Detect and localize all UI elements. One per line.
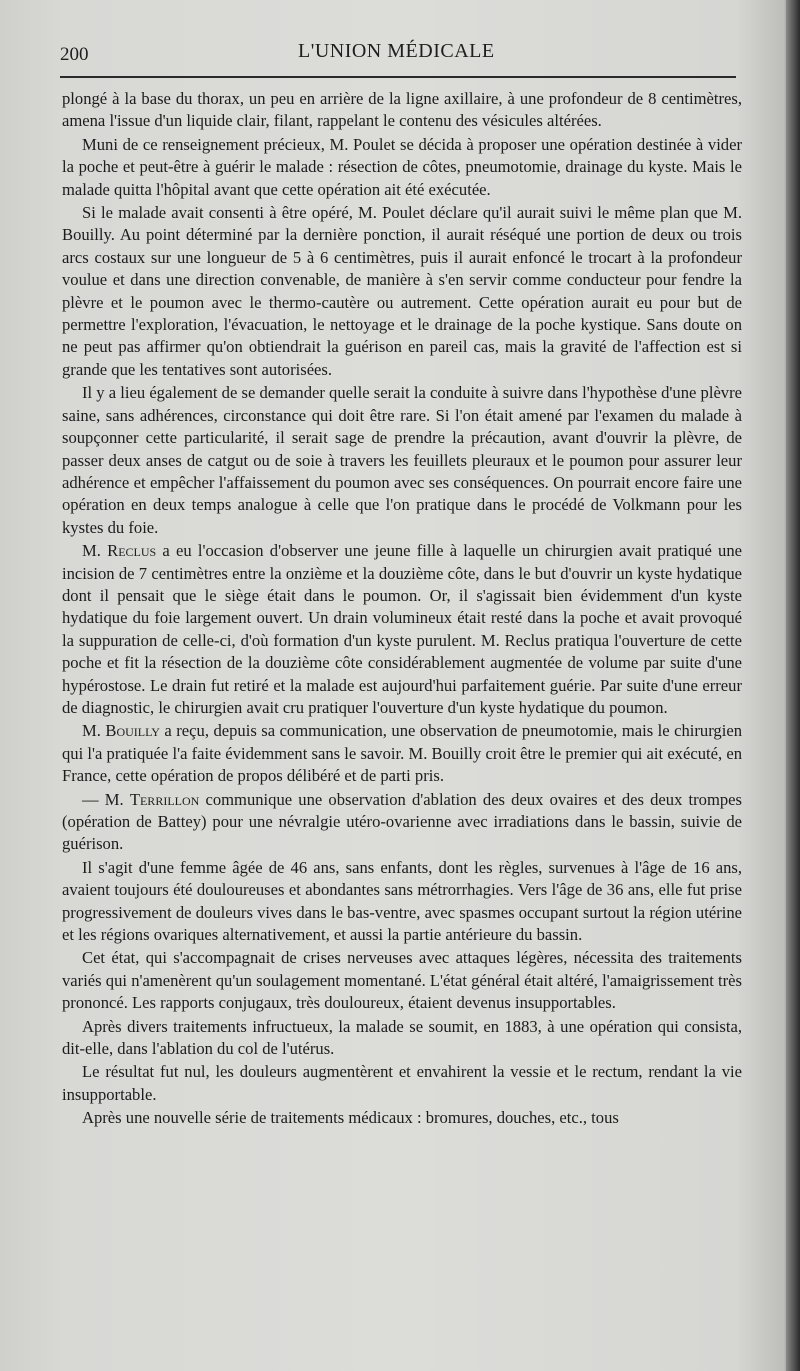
paragraph: plongé à la base du thorax, un peu en arrière de la ligne axillaire, à une profondeur de 8 centimètres, amena l'issue d'un liquide clair, filant, rappelant le contenu des vésicules altérées.	[62, 89, 742, 131]
book-binding-edge	[786, 0, 800, 1371]
speaker-name: Terrillon	[129, 789, 200, 809]
speaker-name: M. Reclus	[82, 541, 157, 561]
paragraph: Le résultat fut nul, les douleurs augmentèrent et envahirent la vessie et le rectum, rendant la vie insupportable.	[62, 1062, 742, 1104]
header-rule	[60, 76, 736, 78]
paragraph: Après une nouvelle série de traitements médicaux : bromures, douches, etc., tous	[82, 1108, 619, 1128]
paragraph: Il y a lieu également de se demander quelle serait la conduite à suivre dans l'hypothèse d'une plèvre saine, sans adhérences, circonstance qui doit être rare. Si l'on était amené par l'examen du malade à soupçonner cette particularité, il serait sage de prendre la précaution, avant d'ouvrir la plèvre, de passer deux anses de catgut ou de soie à travers les feuillets pleuraux et le poumon pour assurer leur adhérence et empêcher l'affaissement du poumon avec ses conséquences. On pourrait encore faire une opération en deux temps analogue à celle que l'on pratique dans le procédé de Volkmann pour les kystes du foie.	[62, 383, 742, 537]
paragraph: Il s'agit d'une femme âgée de 46 ans, sans enfants, dont les règles, survenues à l'âge de 16 ans, avaient toujours été douloureuses et abondantes sans métrorrhagies. Vers l'âge de 36 ans, elle fut prise progressivement de douleurs vives dans le bas-ventre, avec spasmes occupant surtout la région utérine et les régions ovariques alternativement, et aussi la partie antérieure du bassin.	[62, 857, 742, 945]
paragraph: M. Reclus a eu l'occasion d'observer une jeune fille à laquelle un chirurgien avait pratiqué une incision de 7 centimètres entre la onzième et la douzième côte, dans le but d'ouvrir un kyste hydatique dont il pensait que le siège était dans le poumon. Or, il s'agissait bien évidemment d'un kyste hydatique du foie largement ouvert. Un drain volumineux était resté dans la poche et avait provoqué la suppuration de celle-ci, d'où formation d'un kyste purulent. M. Reclus pratiqua l'ouverture de cette poche et fit la résection de la douzième côte considérablement augmentée de volume par suite d'une hypérostose. Le drain fut retiré et la malade est aujourd'hui parfaitement guérie. Par suite d'une erreur de diagnostic, le chirurgien avait cru pratiquer l'ouverture d'un kyste hydatique du poumon.	[62, 541, 743, 717]
paragraph: — M. Terrillon communique une observation d'ablation des deux ovaires et des deux trompes (opération de Battey) pour une névralgie utéro-ovarienne avec irradiations dans le bassin, suivie de guérison.	[62, 789, 743, 854]
paragraph: M. Bouilly a reçu, depuis sa communication, une observation de pneumotomie, mais le chirurgien qui l'a pratiquée l'a faite évidemment sans le savoir. M. Bouilly croit être le premier qui ait exécuté, en France, cette opération de propos délibéré et de parti pris.	[62, 721, 742, 786]
paragraph: Muni de ce renseignement précieux, M. Poulet se décida à proposer une opération destinée à vider la poche et peut-être à guérir le malade : résection de côtes, pneumotomie, drainage du kyste. Mais le malade quitta l'hôpital avant que cette opération ait été exécutée.	[62, 134, 742, 199]
page-header	[50, 38, 740, 78]
paragraph: Si le malade avait consenti à être opéré, M. Poulet déclare qu'il aurait suivi le même plan que M. Bouilly. Au point déterminé par la dernière ponction, il aurait réséqué une portion de deux ou trois arcs costaux sur une longueur de 5 à 6 centimètres, puis il aurait enfoncé le trocart à la profondeur voulue et dans une direction convenable, de manière à s'en servir comme conducteur pour fendre la plèvre et le poumon avec le thermo-cautère ou autrement. Cette opération aurait eu pour but de permettre l'exploration, l'évacuation, le nettoyage et le drainage de la poche kystique. Sans doute on ne peut pas affirmer qu'on obtiendrait la guérison en pareil cas, mais la gravité de l'affection est si grande que les tentatives sont autorisées.	[62, 203, 742, 379]
running-head: L'UNION MÉDICALE	[298, 40, 495, 62]
article-body	[62, 88, 742, 1131]
page-number: 200	[60, 44, 89, 65]
speaker-name: M. Bouilly	[82, 721, 160, 741]
paragraph: Après divers traitements infructueux, la malade se soumit, en 1883, à une opération qui consista, dit-elle, dans l'ablation du col de l'utérus.	[62, 1016, 742, 1059]
paragraph: Cet état, qui s'accompagnait de crises nerveuses avec attaques légères, nécessita des traitements variés qui n'amenèrent qu'un soulagement momentané. L'état général était altéré, l'amaigrissement très prononcé. Les rapports conjugaux, très douloureux, étaient devenus insupportables.	[62, 948, 742, 1013]
